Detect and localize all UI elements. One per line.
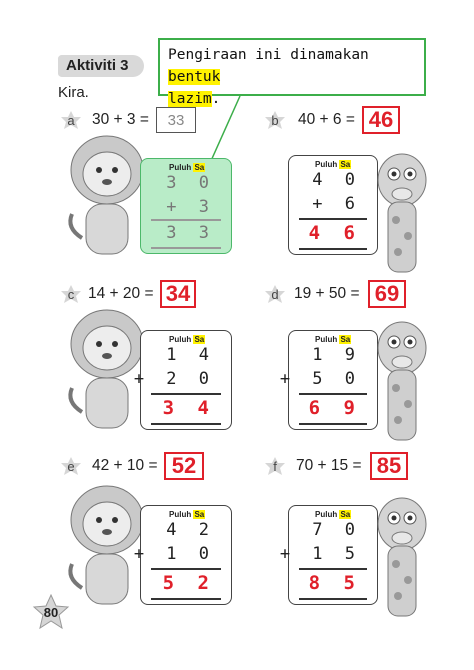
equation-c: 14 + 20 = — [88, 285, 154, 302]
result-line-d — [299, 423, 367, 425]
column-card-b: Puluh Sa 4 0 + 6 4 6 — [288, 155, 378, 255]
activity-title: Aktiviti 3 — [58, 55, 144, 77]
problem-letter-a: a — [60, 110, 82, 130]
column-result-f: 8 5 — [308, 572, 361, 594]
problem-letter-c: c — [60, 284, 82, 304]
column-result-c: 3 4 — [162, 397, 215, 419]
column-addend-b: + 6 — [312, 194, 361, 214]
column-top-b: 4 0 — [312, 170, 361, 190]
problem-letter-f: f — [264, 456, 286, 476]
sum-line-d — [299, 393, 367, 395]
column-result-b: 4 6 — [308, 222, 361, 244]
answer-box-d[interactable]: 69 — [368, 280, 406, 308]
result-line-c — [151, 423, 221, 425]
equation-d: 19 + 50 = — [294, 285, 360, 302]
equation-a: 30 + 3 = — [92, 111, 149, 128]
sum-line-f — [299, 568, 367, 570]
column-result-d: 6 9 — [308, 397, 361, 419]
column-card-c: Puluh Sa 1 4 + 2 0 3 4 — [140, 330, 232, 430]
column-result-e: 5 2 — [162, 572, 215, 594]
callout-text: Pengiraan ini dinamakan — [168, 47, 369, 63]
callout-highlight-2: lazim — [168, 91, 212, 107]
result-line-a — [151, 247, 221, 249]
sum-line-a — [151, 219, 221, 221]
column-top-f: 7 0 — [312, 520, 361, 540]
column-card-f: Puluh Sa 7 0 + 1 5 8 5 — [288, 505, 378, 605]
callout-end: . — [211, 91, 221, 107]
page-number: 80 — [32, 594, 70, 630]
column-card-a — [140, 158, 232, 254]
sum-line-e — [151, 568, 221, 570]
result-line-e — [151, 598, 221, 600]
giraffe-mascot-b — [372, 140, 432, 275]
column-top-a: 3 0 — [166, 173, 215, 193]
column-addend-a: + 3 — [166, 197, 215, 217]
column-card-d: Puluh Sa 1 9 + 5 0 6 9 — [288, 330, 378, 430]
sum-line-c — [151, 393, 221, 395]
column-top-c: 1 4 — [166, 345, 215, 365]
column-addend-d: + 5 0 — [279, 369, 361, 389]
answer-box-c[interactable]: 34 — [160, 280, 196, 308]
equation-f: 70 + 15 = — [296, 457, 362, 474]
answer-box-b[interactable]: 46 — [362, 106, 400, 134]
column-top-d: 1 9 — [312, 345, 361, 365]
giraffe-mascot-f — [372, 484, 432, 619]
instruction-text: Kira. — [58, 84, 89, 101]
sum-line-b — [299, 218, 367, 220]
answer-box-a[interactable]: 33 — [156, 107, 196, 133]
ones-label: Sa — [194, 163, 205, 172]
equation-e: 42 + 10 = — [92, 457, 158, 474]
lion-mascot-a — [62, 128, 152, 268]
column-top-e: 4 2 — [166, 520, 215, 540]
tens-label: Puluh — [169, 163, 192, 172]
problem-letter-d: d — [264, 284, 286, 304]
answer-box-f[interactable]: 85 — [370, 452, 408, 480]
column-addend-f: + 1 5 — [279, 544, 361, 564]
column-addend-e: + 1 0 — [133, 544, 215, 564]
answer-box-e[interactable]: 52 — [164, 452, 204, 480]
result-line-f — [299, 598, 367, 600]
problem-letter-e: e — [60, 456, 82, 476]
giraffe-mascot-d — [372, 308, 432, 443]
column-card-e: Puluh Sa 4 2 + 1 0 5 2 — [140, 505, 232, 605]
result-line-b — [299, 248, 367, 250]
equation-b: 40 + 6 = — [298, 111, 355, 128]
column-result-a: 3 3 — [166, 223, 215, 243]
callout-highlight-1: bentuk — [168, 69, 221, 85]
column-addend-c: + 2 0 — [133, 369, 215, 389]
problem-letter-b: b — [264, 110, 286, 130]
